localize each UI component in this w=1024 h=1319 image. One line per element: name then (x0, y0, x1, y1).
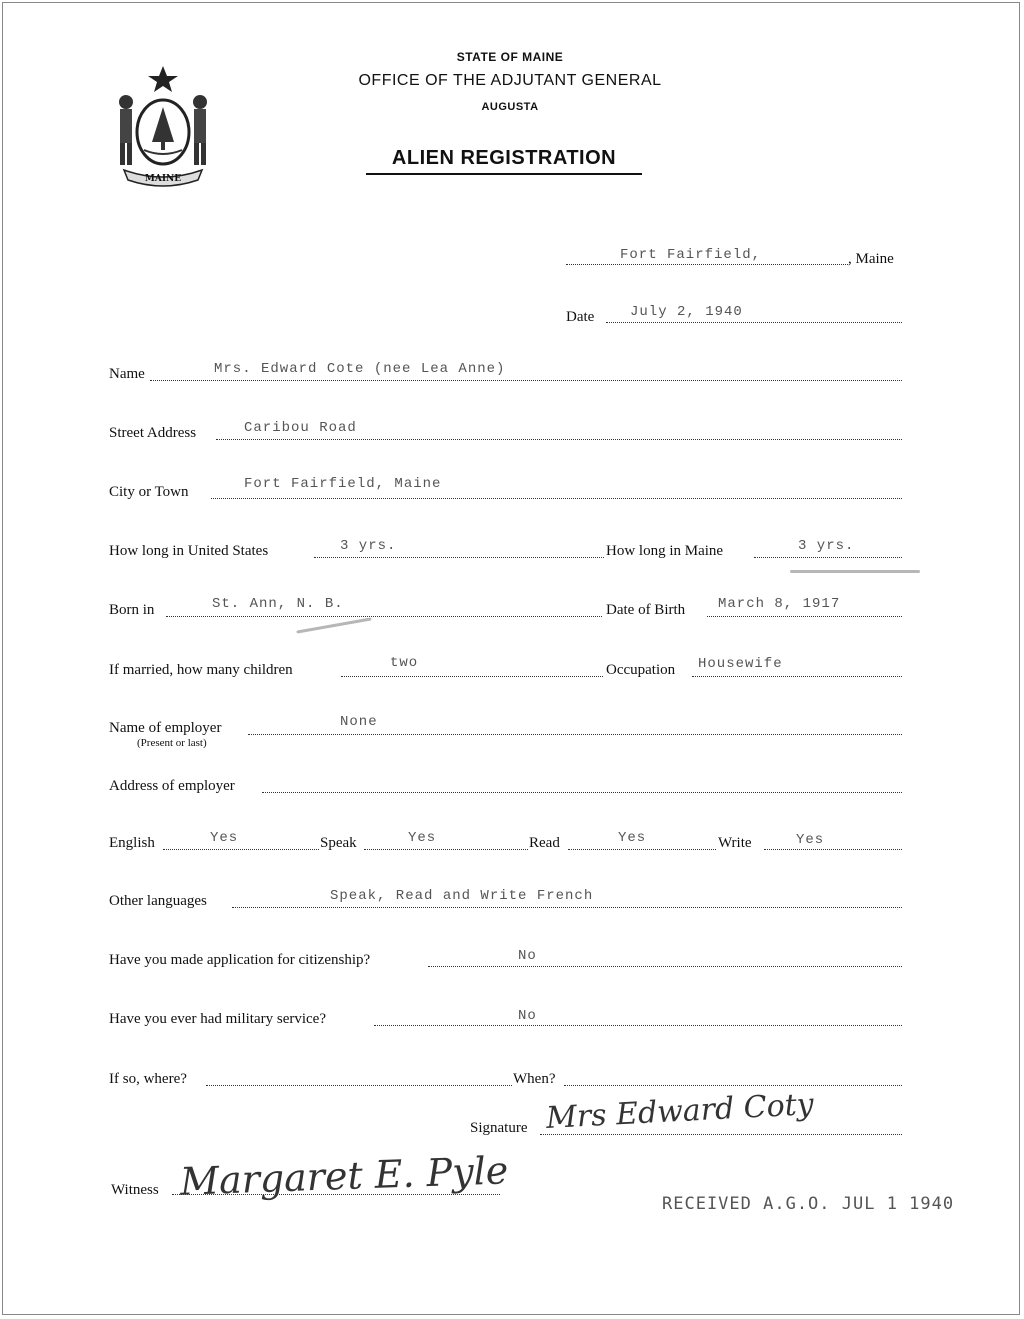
title-underline (366, 173, 642, 175)
name-line (150, 380, 902, 381)
where-label: If so, where? (109, 1071, 187, 1087)
dob-line (707, 616, 902, 617)
children-value: two (390, 655, 419, 671)
us-duration-label: How long in United States (109, 543, 269, 559)
page-border (2, 2, 1020, 1315)
citizenship-label: Have you made application for citizenship? (109, 952, 371, 968)
speak-line (364, 849, 528, 850)
witness-label: Witness (111, 1182, 159, 1198)
military-line (374, 1025, 902, 1026)
occupation-value: Housewife (698, 656, 783, 672)
speak-label: Speak (320, 835, 357, 851)
when-label: When? (513, 1071, 556, 1087)
street-value: Caribou Road (244, 420, 357, 436)
english-value: Yes (210, 830, 239, 846)
when-line (564, 1085, 902, 1086)
location-line (566, 264, 848, 265)
speak-value: Yes (408, 830, 437, 846)
english-label: English (109, 835, 155, 851)
dob-value: March 8, 1917 (718, 596, 841, 612)
employer-address-line (262, 792, 902, 793)
other-languages-label: Other languages (109, 893, 207, 909)
date-line (606, 322, 902, 323)
city-value: Fort Fairfield, Maine (244, 476, 442, 492)
write-line (764, 849, 902, 850)
street-line (216, 439, 902, 440)
dob-label: Date of Birth (606, 602, 686, 618)
read-label: Read (529, 835, 560, 851)
read-value: Yes (618, 830, 647, 846)
signature-value: Mrs Edward Coty (545, 1087, 815, 1136)
name-value: Mrs. Edward Cote (nee Lea Anne) (214, 361, 506, 377)
citizenship-line (428, 966, 902, 967)
occupation-label: Occupation (606, 662, 676, 678)
maine-duration-value: 3 yrs. (798, 538, 855, 554)
header-state: STATE OF MAINE (456, 50, 564, 64)
employer-label: Name of employer (109, 720, 222, 736)
children-label: If married, how many children (109, 662, 293, 678)
maine-duration-label: How long in Maine (606, 543, 724, 559)
maine-state-seal (108, 62, 218, 187)
maine-duration-line (754, 557, 902, 558)
employer-line (248, 734, 902, 735)
occupation-line (692, 676, 902, 677)
pencil-mark (790, 570, 920, 573)
employer-address-label: Address of employer (109, 778, 235, 794)
born-line (166, 616, 602, 617)
military-label: Have you ever had military service? (109, 1011, 326, 1027)
header-city: AUGUSTA (481, 101, 539, 113)
employer-sublabel: (Present or last) (137, 737, 207, 749)
military-value: No (518, 1008, 537, 1024)
seal-text: MAINE (144, 174, 182, 184)
signature-label: Signature (470, 1120, 528, 1136)
born-value: St. Ann, N. B. (212, 596, 344, 612)
us-duration-line (314, 557, 604, 558)
witness-value: Margaret E. Pyle (179, 1148, 509, 1204)
location-state-label: , Maine (848, 251, 894, 267)
header-office: OFFICE OF THE ADJUTANT GENERAL (358, 72, 662, 89)
other-languages-line (232, 907, 902, 908)
citizenship-value: No (518, 948, 537, 964)
street-label: Street Address (109, 425, 197, 441)
us-duration-value: 3 yrs. (340, 538, 397, 554)
signature-line (540, 1134, 902, 1135)
date-value: July 2, 1940 (630, 304, 743, 320)
other-languages-value: Speak, Read and Write French (330, 888, 594, 904)
city-line (211, 498, 902, 499)
where-line (206, 1085, 512, 1086)
read-line (568, 849, 716, 850)
form-title: ALIEN REGISTRATION (391, 147, 617, 169)
children-line (341, 676, 603, 677)
date-label: Date (566, 309, 595, 325)
received-stamp: RECEIVED A.G.O. JUL 1 1940 (662, 1194, 955, 1214)
write-label: Write (718, 835, 752, 851)
english-line (163, 849, 319, 850)
born-label: Born in (109, 602, 155, 618)
location-value: Fort Fairfield, (620, 247, 762, 263)
employer-value: None (340, 714, 378, 730)
write-value: Yes (796, 832, 825, 848)
city-label: City or Town (109, 484, 189, 500)
name-label: Name (109, 366, 145, 382)
